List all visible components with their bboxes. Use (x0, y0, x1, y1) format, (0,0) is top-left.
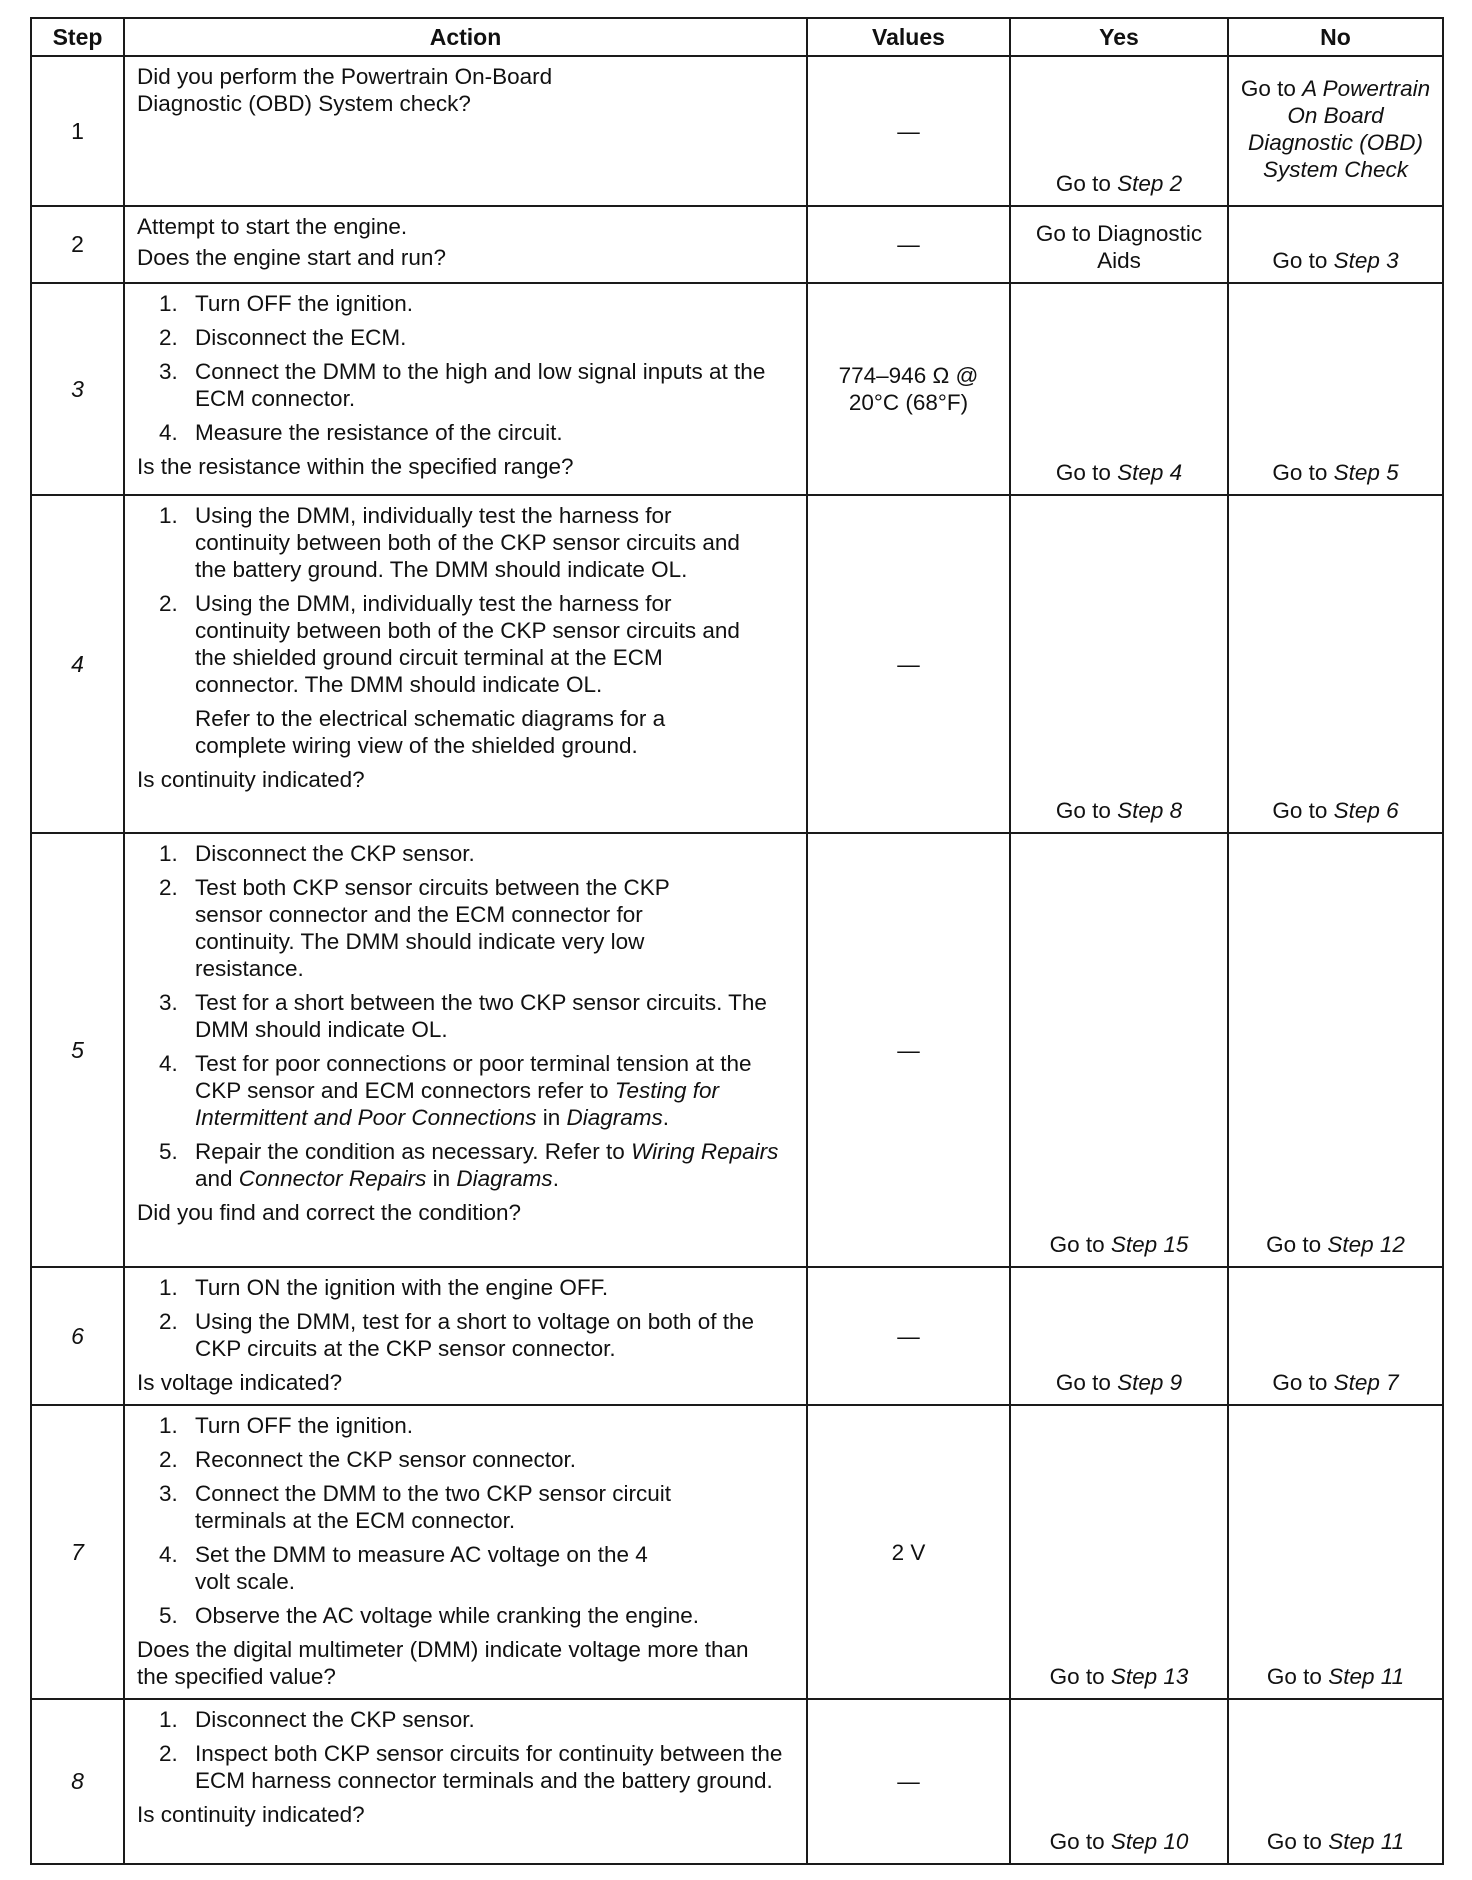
step-number: 2 (31, 206, 124, 283)
yes-prefix: Go to (1055, 1370, 1118, 1395)
table-row (31, 283, 1443, 495)
list-item: 2. Using the DMM, individually test the harness for continuity between both of the CKP sensor circuits and the shielded ground circuit terminal at the ECM connector. The DMM should indicate OL. (159, 591, 740, 697)
value-cell: — (807, 206, 1010, 283)
no-step-ref: Step 11 (1328, 1664, 1405, 1689)
list-item-text: Connect the DMM to the high and low signal inputs at the ECM connector. (195, 359, 766, 411)
action-question: Is continuity indicated? (137, 767, 365, 792)
no-step-ref: Step 5 (1333, 460, 1399, 485)
yes-prefix: Go to (1049, 1232, 1111, 1257)
yes-prefix: Go to (1055, 798, 1118, 823)
action-steps-list (137, 1274, 798, 1362)
header-values: Values (807, 18, 1010, 56)
no-step-ref: Step 11 (1328, 1829, 1405, 1854)
value-cell: — (807, 833, 1010, 1267)
no-prefix: Go to (1272, 248, 1334, 273)
yes-step-ref: Step 9 (1117, 1370, 1183, 1395)
list-item: 1. Turn ON the ignition with the engine OFF. (159, 1275, 609, 1300)
yes-step-ref: Step 13 (1110, 1664, 1189, 1689)
yes-cell (1010, 1267, 1228, 1405)
yes-step-ref: Step 15 (1110, 1232, 1189, 1257)
table-row (31, 833, 1443, 1267)
list-item-text: Measure the resistance of the circuit. (195, 420, 563, 445)
diagnostic-table (30, 17, 1444, 1865)
action-question: Is the resistance within the specified range? (137, 454, 574, 479)
no-step-ref: Step 3 (1333, 248, 1399, 273)
list-item: 1. Turn OFF the ignition. (159, 291, 414, 316)
action-cell (124, 495, 807, 833)
yes-cell (1010, 833, 1228, 1267)
no-cell (1228, 1267, 1443, 1405)
yes-step-ref: Step 8 (1117, 798, 1183, 823)
action-steps-list (137, 502, 757, 698)
no-cell (1228, 833, 1443, 1267)
list-item: 2. Inspect both CKP sensor circuits for continuity between the ECM harness connector terminals and the battery ground. (159, 1741, 783, 1793)
list-item: 4. Test for poor connections or poor terminal tension at the CKP sensor and ECM connectors refer to Testing for Intermittent and Poor Connections in Diagrams. (159, 1051, 752, 1130)
value-cell: — (807, 56, 1010, 206)
value-cell: — (807, 495, 1010, 833)
list-item-text: Turn OFF the ignition. (195, 291, 414, 316)
action-question: Did you find and correct the condition? (137, 1200, 521, 1225)
action-question: Is voltage indicated? (137, 1370, 343, 1395)
list-item: 4. Set the DMM to measure AC voltage on the 4 volt scale. (159, 1542, 648, 1594)
yes-cell (1010, 56, 1228, 206)
step-number: 7 (31, 1405, 124, 1699)
action-question: Does the engine start and run? (137, 245, 446, 270)
no-prefix: Go to (1272, 460, 1334, 485)
list-item: 1. Using the DMM, individually test the harness for continuity between both of the CKP sensor circuits and the battery ground. The DMM should indicate OL. (159, 503, 740, 582)
no-step-ref: A Powertrain On Board Diagnostic (OBD) System Check (1247, 76, 1431, 182)
list-item-text: Disconnect the CKP sensor. (195, 841, 475, 866)
list-item-text: Using the DMM, individually test the harness for continuity between both of the CKP sensor circuits and the battery ground. The DMM should indicate OL. (195, 503, 740, 582)
no-step-ref: Step 12 (1327, 1232, 1405, 1257)
value-cell: 774–946 Ω @ 20°C (68°F) (807, 283, 1010, 495)
action-cell (124, 206, 807, 283)
list-item-text: Set the DMM to measure AC voltage on the 4 volt scale. (195, 1542, 648, 1594)
list-item-text: Test for a short between the two CKP sensor circuits. The DMM should indicate OL. (195, 990, 767, 1042)
action-cell (124, 1267, 807, 1405)
list-item: 3. Connect the DMM to the high and low signal inputs at the ECM connector. (159, 359, 766, 411)
list-item-text: Repair the condition as necessary. Refer to Wiring Repairs and Connector Repairs in Diagrams. (195, 1139, 779, 1191)
list-item: 2. Disconnect the ECM. (159, 325, 407, 350)
no-cell (1228, 206, 1443, 283)
table-row (31, 1405, 1443, 1699)
header-row (31, 18, 1443, 56)
action-cell (124, 833, 807, 1267)
table-row (31, 1699, 1443, 1864)
action-steps-list (137, 290, 798, 446)
yes-prefix: Go to (1055, 171, 1118, 196)
list-item: 2. Using the DMM, test for a short to voltage on both of the CKP circuits at the CKP sensor connector. (159, 1309, 755, 1361)
list-item-text: Disconnect the CKP sensor. (195, 1707, 475, 1732)
yes-cell (1010, 1699, 1228, 1864)
diagnostic-table-document (30, 17, 1442, 1863)
table-row (31, 495, 1443, 833)
list-item-text: Connect the DMM to the two CKP sensor circuit terminals at the ECM connector. (195, 1481, 672, 1533)
yes-prefix: Go to (1055, 460, 1118, 485)
step-number: 8 (31, 1699, 124, 1864)
step-number: 5 (31, 833, 124, 1267)
list-item: 4. Measure the resistance of the circuit. (159, 420, 563, 445)
yes-prefix: Go to (1049, 1664, 1111, 1689)
header-action: Action (124, 18, 807, 56)
no-prefix: Go to (1272, 1370, 1334, 1395)
step-number: 4 (31, 495, 124, 833)
yes-cell (1010, 495, 1228, 833)
list-item-text: Using the DMM, test for a short to voltage on both of the CKP circuits at the CKP sensor connector. (195, 1309, 755, 1361)
list-item: 2. Reconnect the CKP sensor connector. (159, 1447, 577, 1472)
no-cell (1228, 56, 1443, 206)
list-item: 5. Observe the AC voltage while cranking the engine. (159, 1603, 700, 1628)
list-item: 2. Test both CKP sensor circuits between the CKP sensor connector and the ECM connector for continuity. The DMM should indicate very low resistance. (159, 875, 670, 981)
action-question: Does the digital multimeter (DMM) indicate voltage more than the specified value? (137, 1637, 749, 1689)
yes-cell (1010, 1405, 1228, 1699)
yes-step-ref: Step 4 (1117, 460, 1183, 485)
action-intro: Attempt to start the engine. (137, 214, 408, 239)
table-row (31, 206, 1443, 283)
no-prefix: Go to (1266, 1664, 1329, 1689)
table-row (31, 56, 1443, 206)
yes-cell (1010, 283, 1228, 495)
header-step: Step (31, 18, 124, 56)
step-number: 3 (31, 283, 124, 495)
action-steps-list (137, 840, 798, 1192)
table-row (31, 1267, 1443, 1405)
value-cell: — (807, 1267, 1010, 1405)
step-number: 1 (31, 56, 124, 206)
list-item: 3. Connect the DMM to the two CKP sensor circuit terminals at the ECM connector. (159, 1481, 672, 1533)
list-item-text: Turn ON the ignition with the engine OFF. (195, 1275, 609, 1300)
no-prefix: Go to (1266, 1232, 1328, 1257)
value-cell: 2 V (807, 1405, 1010, 1699)
no-cell (1228, 1699, 1443, 1864)
list-item-text: Disconnect the ECM. (195, 325, 407, 350)
action-question: Is continuity indicated? (137, 1802, 365, 1827)
yes-step-ref: Step 2 (1117, 171, 1183, 196)
step-number: 6 (31, 1267, 124, 1405)
list-item: 1. Turn OFF the ignition. (159, 1413, 414, 1438)
no-prefix: Go to (1272, 798, 1334, 823)
action-question: Did you perform the Powertrain On-Board Diagnostic (OBD) System check? (137, 64, 553, 116)
no-cell (1228, 283, 1443, 495)
action-cell (124, 1405, 807, 1699)
header-yes: Yes (1010, 18, 1228, 56)
action-note: Refer to the electrical schematic diagrams for a complete wiring view of the shielded ground. (195, 706, 666, 758)
action-steps-list (137, 1412, 737, 1629)
no-step-ref: Step 7 (1333, 1370, 1399, 1395)
yes-prefix: Go to (1049, 1829, 1111, 1854)
list-item-text: Inspect both CKP sensor circuits for continuity between the ECM harness connector terminals and the battery ground. (195, 1741, 783, 1793)
list-item-text: Reconnect the CKP sensor connector. (195, 1447, 577, 1472)
list-item: 1. Disconnect the CKP sensor. (159, 841, 475, 866)
action-cell (124, 56, 807, 206)
action-cell (124, 1699, 807, 1864)
action-cell (124, 283, 807, 495)
no-cell (1228, 1405, 1443, 1699)
list-item: 1. Disconnect the CKP sensor. (159, 1707, 475, 1732)
action-steps-list (137, 1706, 798, 1794)
list-item-text: Turn OFF the ignition. (195, 1413, 414, 1438)
list-item-text: Test both CKP sensor circuits between the CKP sensor connector and the ECM connector for continuity. The DMM should indicate very low resistance. (195, 875, 670, 981)
no-prefix: Go to (1266, 1829, 1329, 1854)
no-cell (1228, 495, 1443, 833)
yes-cell: Go to Diagnostic Aids (1010, 206, 1228, 283)
list-item: 3. Test for a short between the two CKP sensor circuits. The DMM should indicate OL. (159, 990, 767, 1042)
list-item-text: Test for poor connections or poor terminal tension at the CKP sensor and ECM connectors refer to Testing for Intermittent and Poor Connections in Diagrams. (195, 1051, 752, 1130)
list-item-text: Using the DMM, individually test the harness for continuity between both of the CKP sensor circuits and the shielded ground circuit terminal at the ECM connector. The DMM should indicate OL. (195, 591, 740, 697)
header-no: No (1228, 18, 1443, 56)
list-item: 5. Repair the condition as necessary. Refer to Wiring Repairs and Connector Repairs in Diagrams. (159, 1139, 779, 1191)
no-step-ref: Step 6 (1333, 798, 1399, 823)
yes-step-ref: Step 10 (1110, 1829, 1189, 1854)
value-cell: — (807, 1699, 1010, 1864)
no-prefix: Go to (1240, 76, 1303, 101)
list-item-text: Observe the AC voltage while cranking the engine. (195, 1603, 700, 1628)
